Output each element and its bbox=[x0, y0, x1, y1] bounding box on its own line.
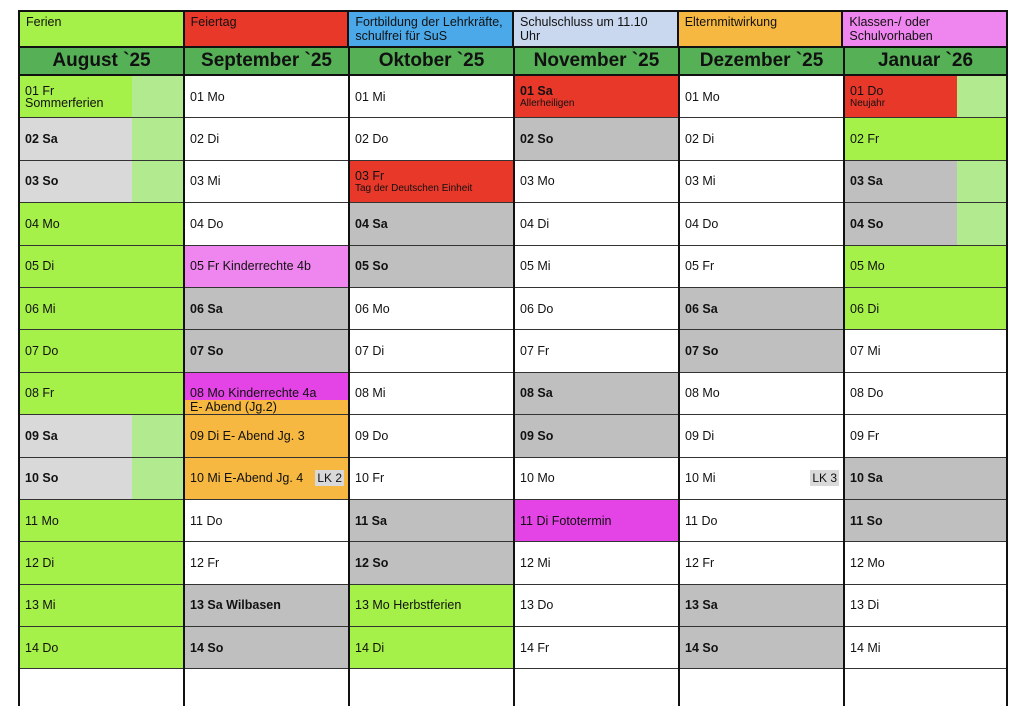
day-label: 02 Do bbox=[355, 132, 389, 147]
day-cell bbox=[680, 542, 843, 584]
day-text bbox=[25, 373, 54, 414]
day-text bbox=[355, 373, 386, 414]
day-cell bbox=[845, 585, 1006, 627]
day-label: 05 Fr Kinderrechte 4b bbox=[190, 259, 311, 274]
day-text bbox=[355, 288, 390, 329]
holiday-stripe bbox=[132, 161, 183, 202]
day-text bbox=[355, 118, 388, 159]
day-label: 04 Di bbox=[520, 216, 550, 231]
day-cell bbox=[515, 458, 678, 500]
day-text bbox=[355, 76, 386, 117]
day-cell bbox=[845, 627, 1006, 669]
day-cell bbox=[680, 500, 843, 542]
day-cell bbox=[350, 373, 513, 415]
day-text bbox=[190, 76, 225, 117]
day-cell bbox=[185, 458, 348, 500]
day-cell bbox=[845, 330, 1006, 372]
day-text bbox=[190, 330, 223, 371]
day-text bbox=[355, 203, 388, 244]
day-label: 10 Fr bbox=[355, 471, 385, 486]
day-cell bbox=[515, 585, 678, 627]
day-text bbox=[850, 246, 885, 287]
day-cell bbox=[20, 627, 183, 669]
holiday-stripe bbox=[957, 161, 1006, 202]
day-text bbox=[520, 373, 553, 414]
day-cell bbox=[515, 161, 678, 203]
day-text bbox=[190, 500, 222, 541]
day-label: 08 Mo bbox=[685, 386, 720, 401]
day-label: 14 Do bbox=[25, 640, 59, 655]
day-label: 13 Do bbox=[520, 598, 554, 613]
day-cell bbox=[20, 415, 183, 457]
day-text bbox=[685, 246, 714, 287]
day-cell bbox=[350, 330, 513, 372]
day-label: 12 Mo bbox=[850, 555, 885, 570]
day-text bbox=[355, 330, 384, 371]
day-label: 06 Sa bbox=[685, 301, 718, 316]
day-label: 04 Do bbox=[685, 216, 719, 231]
day-cell bbox=[185, 373, 348, 415]
day-text bbox=[685, 373, 720, 414]
day-cell bbox=[350, 585, 513, 627]
day-label: 07 Mi bbox=[850, 344, 881, 359]
day-text bbox=[685, 500, 717, 541]
day-cell bbox=[185, 415, 348, 457]
day-label: 05 Mo bbox=[850, 259, 885, 274]
holiday-stripe bbox=[132, 415, 183, 456]
day-text bbox=[685, 458, 716, 499]
day-label: 04 Do bbox=[190, 216, 224, 231]
day-text bbox=[355, 500, 387, 541]
day-label: 01 Do bbox=[850, 84, 884, 99]
day-cell bbox=[20, 118, 183, 160]
day-label: 05 Di bbox=[25, 259, 55, 274]
day-cell bbox=[845, 415, 1006, 457]
day-text bbox=[685, 542, 714, 583]
day-cell bbox=[20, 542, 183, 584]
day-cell bbox=[350, 288, 513, 330]
day-text bbox=[25, 458, 58, 499]
day-cell bbox=[350, 246, 513, 288]
day-label: 01 Mo bbox=[685, 89, 720, 104]
day-cell bbox=[185, 76, 348, 118]
day-cell bbox=[515, 246, 678, 288]
day-cell bbox=[20, 458, 183, 500]
legend-item: Ferien bbox=[20, 12, 185, 46]
day-label: 05 Fr bbox=[685, 259, 715, 274]
day-label: 03 Mi bbox=[190, 174, 221, 189]
day-label: 03 Fr bbox=[355, 168, 385, 183]
holiday-stripe bbox=[132, 458, 183, 499]
day-label: 02 So bbox=[520, 132, 554, 147]
day-label: 12 So bbox=[355, 555, 389, 570]
day-label: 13 Di bbox=[850, 598, 880, 613]
month-column bbox=[350, 48, 515, 706]
day-label: 01 Fr bbox=[25, 84, 55, 99]
day-text bbox=[25, 542, 54, 583]
day-label: 13 Mo Herbstferien bbox=[355, 598, 462, 613]
day-label: 12 Fr bbox=[190, 555, 220, 570]
day-label: 03 So bbox=[25, 174, 59, 189]
day-cell bbox=[845, 500, 1006, 542]
day-label: 03 Mo bbox=[520, 174, 555, 189]
day-cell bbox=[680, 288, 843, 330]
day-text bbox=[25, 627, 58, 668]
day-text bbox=[850, 161, 883, 202]
holiday-stripe bbox=[132, 76, 183, 117]
legend-item: Feiertag bbox=[185, 12, 350, 46]
day-text bbox=[850, 500, 883, 541]
day-text bbox=[25, 161, 58, 202]
month-column bbox=[185, 48, 350, 706]
day-text bbox=[25, 288, 56, 329]
day-cell bbox=[845, 118, 1006, 160]
day-text bbox=[520, 246, 551, 287]
day-label: 02 Sa bbox=[25, 132, 58, 147]
day-text bbox=[520, 585, 553, 626]
day-label: 11 Do bbox=[190, 513, 223, 528]
day-text bbox=[685, 627, 718, 668]
day-text bbox=[850, 542, 885, 583]
day-text bbox=[355, 458, 384, 499]
day-cell bbox=[20, 500, 183, 542]
day-note: Allerheiligen bbox=[520, 98, 575, 110]
day-text bbox=[850, 415, 879, 456]
day-text bbox=[850, 118, 879, 159]
day-text bbox=[520, 76, 574, 117]
month-header: November `25 bbox=[515, 48, 678, 76]
day-text bbox=[850, 203, 883, 244]
day-text bbox=[850, 288, 879, 329]
day-cell bbox=[845, 203, 1006, 245]
day-label: 09 Sa bbox=[25, 428, 58, 443]
day-cell bbox=[185, 542, 348, 584]
day-label: 09 Fr bbox=[850, 428, 880, 443]
day-label: 12 Fr bbox=[685, 555, 715, 570]
day-text bbox=[685, 288, 718, 329]
day-cell bbox=[350, 458, 513, 500]
day-cell bbox=[350, 76, 513, 118]
day-text bbox=[520, 627, 549, 668]
day-cell bbox=[350, 415, 513, 457]
day-label: 03 Mi bbox=[685, 174, 716, 189]
day-cell bbox=[20, 288, 183, 330]
legend-bar bbox=[18, 10, 1008, 46]
day-cell bbox=[20, 330, 183, 372]
day-text bbox=[25, 203, 60, 244]
day-text bbox=[685, 203, 718, 244]
day-text bbox=[25, 246, 54, 287]
day-text bbox=[25, 118, 58, 159]
day-label: 07 Di bbox=[355, 344, 385, 359]
day-label: 14 Mi bbox=[850, 640, 881, 655]
day-cell bbox=[515, 203, 678, 245]
legend-item: Schulschluss um 11.10 Uhr bbox=[514, 12, 679, 46]
day-text bbox=[520, 500, 611, 541]
day-cell bbox=[515, 118, 678, 160]
day-text bbox=[850, 373, 883, 414]
day-label: 14 So bbox=[190, 640, 224, 655]
day-label: 04 Mo bbox=[25, 216, 60, 231]
day-cell bbox=[680, 330, 843, 372]
day-text bbox=[685, 118, 714, 159]
day-label: 10 Sa bbox=[850, 471, 883, 486]
day-text bbox=[190, 542, 219, 583]
day-cell bbox=[20, 373, 183, 415]
holiday-stripe bbox=[132, 118, 183, 159]
day-text bbox=[850, 458, 883, 499]
day-label: 10 Mo bbox=[520, 471, 555, 486]
day-cell bbox=[680, 246, 843, 288]
day-label: 13 Sa bbox=[685, 598, 718, 613]
day-label: 01 Mi bbox=[355, 89, 386, 104]
legend-item: Klassen-/ oder Schulvorhaben bbox=[843, 12, 1006, 46]
month-header: Januar `26 bbox=[845, 48, 1006, 76]
day-text bbox=[520, 330, 549, 371]
month-column bbox=[845, 48, 1008, 706]
day-cell bbox=[515, 542, 678, 584]
day-text bbox=[190, 373, 316, 414]
lk-badge: LK 2 bbox=[317, 471, 342, 486]
day-cell bbox=[515, 373, 678, 415]
day-text bbox=[355, 542, 388, 583]
day-text bbox=[355, 415, 388, 456]
day-cell bbox=[350, 118, 513, 160]
day-label: 11 So bbox=[850, 513, 883, 528]
month-column bbox=[680, 48, 845, 706]
day-cell bbox=[845, 288, 1006, 330]
day-label: 08 Mi bbox=[355, 386, 386, 401]
day-text bbox=[850, 330, 881, 371]
day-label: 14 Di bbox=[355, 640, 385, 655]
month-column bbox=[20, 48, 185, 706]
day-text bbox=[25, 585, 56, 626]
day-cell bbox=[515, 627, 678, 669]
day-cell bbox=[185, 118, 348, 160]
day-text bbox=[190, 627, 223, 668]
day-label: 05 So bbox=[355, 259, 389, 274]
day-text bbox=[685, 161, 716, 202]
day-text bbox=[190, 203, 223, 244]
month-header: Dezember `25 bbox=[680, 48, 843, 76]
day-text bbox=[685, 330, 718, 371]
day-cell bbox=[185, 500, 348, 542]
day-label: 10 So bbox=[25, 471, 59, 486]
day-cell bbox=[20, 76, 183, 118]
month-header: Oktober `25 bbox=[350, 48, 513, 76]
day-cell bbox=[350, 500, 513, 542]
day-cell bbox=[845, 542, 1006, 584]
day-note: Tag der Deutschen Einheit bbox=[355, 182, 473, 194]
day-label: 02 Di bbox=[190, 132, 220, 147]
day-label: 13 Mi bbox=[25, 598, 56, 613]
day-cell bbox=[845, 373, 1006, 415]
day-text bbox=[685, 76, 720, 117]
day-cell bbox=[350, 542, 513, 584]
calendar-grid bbox=[18, 46, 1008, 706]
day-label: 14 So bbox=[685, 640, 719, 655]
day-label: 01 Mo bbox=[190, 89, 225, 104]
day-cell bbox=[20, 585, 183, 627]
day-note: Sommerferien bbox=[25, 96, 104, 111]
day-text bbox=[520, 288, 553, 329]
day-cell bbox=[680, 76, 843, 118]
day-cell bbox=[185, 585, 348, 627]
day-label: 01 Sa bbox=[520, 84, 553, 99]
day-text bbox=[520, 542, 551, 583]
legend-item: Fortbildung der Lehrkräfte, schulfrei für SuS bbox=[349, 12, 514, 46]
day-text bbox=[520, 161, 555, 202]
day-label: 08 Do bbox=[850, 386, 884, 401]
day-cell bbox=[515, 500, 678, 542]
day-text bbox=[190, 415, 305, 456]
day-cell bbox=[185, 203, 348, 245]
day-cell bbox=[680, 118, 843, 160]
day-text bbox=[850, 76, 885, 117]
day-text bbox=[190, 585, 281, 626]
day-label: 12 Di bbox=[25, 555, 55, 570]
day-label: 12 Mi bbox=[520, 555, 551, 570]
day-label: 04 Sa bbox=[355, 216, 388, 231]
day-label: 10 Mi bbox=[685, 471, 716, 486]
day-label: 07 So bbox=[190, 344, 224, 359]
day-text bbox=[685, 585, 718, 626]
day-cell bbox=[680, 627, 843, 669]
day-cell bbox=[845, 246, 1006, 288]
day-text bbox=[355, 246, 388, 287]
day-label: 06 Di bbox=[850, 301, 880, 316]
day-cell bbox=[20, 161, 183, 203]
day-label: 06 Mi bbox=[25, 301, 56, 316]
day-cell bbox=[680, 585, 843, 627]
day-cell bbox=[515, 288, 678, 330]
day-cell bbox=[680, 373, 843, 415]
day-label: 10 Mi E-Abend Jg. 4 bbox=[190, 471, 304, 486]
day-label: 08 Mo Kinderrechte 4a bbox=[190, 386, 317, 401]
day-text bbox=[355, 585, 461, 626]
day-label: 08 Sa bbox=[520, 386, 553, 401]
holiday-stripe bbox=[957, 203, 1006, 244]
day-text bbox=[25, 330, 58, 371]
day-label: 07 Do bbox=[25, 344, 59, 359]
day-cell bbox=[680, 458, 843, 500]
day-label: 03 Sa bbox=[850, 174, 883, 189]
day-label: 11 Mo bbox=[25, 513, 59, 528]
day-cell bbox=[20, 246, 183, 288]
day-label: 09 Do bbox=[355, 428, 389, 443]
day-label: 02 Di bbox=[685, 132, 715, 147]
day-cell bbox=[350, 627, 513, 669]
day-cell bbox=[20, 203, 183, 245]
day-label: 14 Fr bbox=[520, 640, 550, 655]
day-cell bbox=[680, 203, 843, 245]
day-cell bbox=[185, 246, 348, 288]
day-cell bbox=[185, 330, 348, 372]
lk-badge: LK 3 bbox=[812, 471, 837, 486]
day-text bbox=[190, 161, 221, 202]
month-column bbox=[515, 48, 680, 706]
day-cell bbox=[185, 288, 348, 330]
day-label: 06 Do bbox=[520, 301, 554, 316]
day-label: 02 Fr bbox=[850, 132, 880, 147]
day-cell bbox=[680, 415, 843, 457]
day-event: E- Abend (Jg.2) bbox=[190, 400, 277, 415]
day-cell bbox=[350, 203, 513, 245]
day-text bbox=[355, 627, 384, 668]
day-text bbox=[850, 585, 879, 626]
day-label: 09 Di E- Abend Jg. 3 bbox=[190, 428, 305, 443]
day-text bbox=[190, 118, 219, 159]
day-text bbox=[25, 415, 58, 456]
day-cell bbox=[680, 161, 843, 203]
day-label: 07 Fr bbox=[520, 344, 550, 359]
month-header: August `25 bbox=[20, 48, 183, 76]
day-cell bbox=[845, 161, 1006, 203]
day-cell bbox=[515, 330, 678, 372]
day-label: 06 Mo bbox=[355, 301, 390, 316]
day-text bbox=[850, 627, 881, 668]
holiday-stripe bbox=[957, 76, 1006, 117]
day-label: 11 Do bbox=[685, 513, 718, 528]
legend-item: Elternmitwirkung bbox=[679, 12, 844, 46]
day-note: Neujahr bbox=[850, 98, 886, 110]
day-cell bbox=[515, 76, 678, 118]
day-label: 09 So bbox=[520, 428, 554, 443]
day-label: 09 Di bbox=[685, 428, 715, 443]
day-text bbox=[355, 161, 472, 202]
month-header: September `25 bbox=[185, 48, 348, 76]
day-text bbox=[25, 76, 104, 117]
day-label: 05 Mi bbox=[520, 259, 551, 274]
day-cell bbox=[185, 627, 348, 669]
day-label: 13 Sa Wilbasen bbox=[190, 598, 281, 613]
day-label: 08 Fr bbox=[25, 386, 55, 401]
day-text bbox=[25, 500, 59, 541]
day-cell bbox=[845, 458, 1006, 500]
day-label: 11 Sa bbox=[355, 513, 387, 528]
day-text bbox=[520, 415, 553, 456]
day-label: 04 So bbox=[850, 216, 884, 231]
day-label: 06 Sa bbox=[190, 301, 223, 316]
day-text bbox=[520, 203, 549, 244]
day-text bbox=[685, 415, 714, 456]
day-text bbox=[190, 458, 303, 499]
day-cell bbox=[185, 161, 348, 203]
day-label: 11 Di Fototermin bbox=[520, 513, 612, 528]
day-cell bbox=[515, 415, 678, 457]
day-label: 07 So bbox=[685, 344, 719, 359]
day-text bbox=[520, 118, 553, 159]
day-text bbox=[190, 246, 311, 287]
day-cell bbox=[845, 76, 1006, 118]
day-text bbox=[520, 458, 555, 499]
day-cell bbox=[350, 161, 513, 203]
day-text bbox=[190, 288, 223, 329]
